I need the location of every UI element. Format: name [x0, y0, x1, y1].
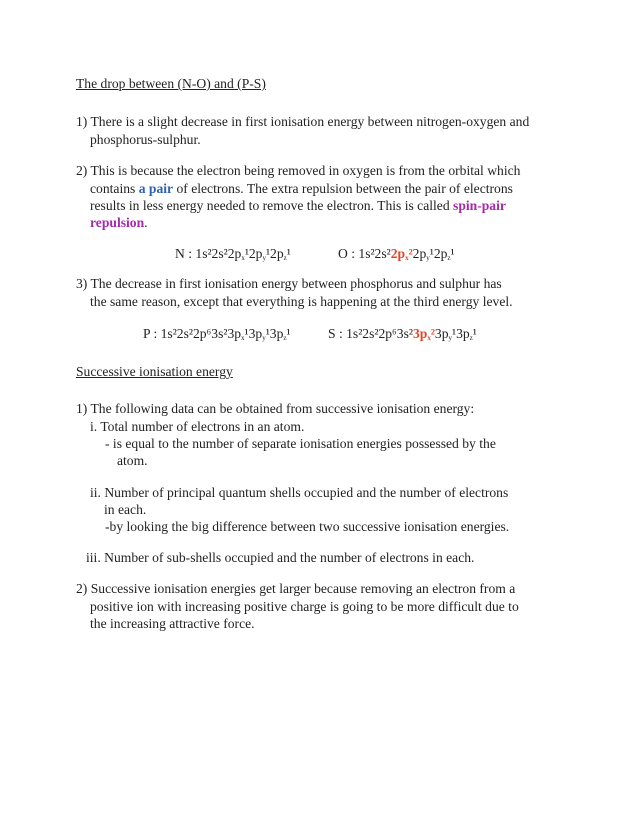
list-item-i: i. Total number of electrons in an atom. [90, 419, 305, 434]
text: 2p [412, 246, 427, 261]
text: y [426, 254, 430, 262]
text: x [405, 254, 409, 262]
para-1-line-2: phosphorus-sulphur. [90, 132, 201, 147]
text: 3p [434, 326, 449, 341]
text: ¹ [472, 326, 477, 341]
text: ² [408, 246, 413, 261]
text: z [469, 334, 473, 342]
para-1-line-1: 1) There is a slight decrease in first ionisation energy between nitrogen-oxygen and [76, 114, 530, 129]
text: ² [430, 326, 435, 341]
para-2-line-1: 2) This is because the electron being removed in oxygen is from the orbital which [76, 163, 521, 178]
text: . [144, 215, 148, 230]
para-3-line-2: the same reason, except that everything is happening at the third energy level. [90, 294, 513, 309]
para-2-line-4 [90, 214, 148, 231]
text: ¹3p [265, 326, 284, 341]
text: P : 1s²2s²2p⁶3s²3p [143, 326, 242, 341]
config-oxygen [338, 245, 455, 267]
text: S : 1s²2s²2p⁶3s² [328, 326, 413, 341]
text: ¹2p [429, 246, 448, 261]
text: of electrons. The extra repulsion between the pair of electrons [173, 181, 513, 196]
para-3-line-1: 3) The decrease in first ionisation energy between phosphorus and sulphur has [76, 276, 502, 291]
text: z [283, 334, 287, 342]
text: 2p [390, 246, 406, 261]
text: z [447, 254, 451, 262]
text: ¹3p [244, 326, 263, 341]
text: 3p [412, 326, 428, 341]
text: x [241, 334, 245, 342]
list-item-i-detail-2: atom. [117, 453, 148, 468]
text: ¹ [450, 246, 455, 261]
text: ¹2p [265, 246, 284, 261]
highlight-3px [413, 326, 435, 341]
text: y [448, 334, 452, 342]
successive-para-1-line-1: 1) The following data can be obtained from successive ionisation energy: [76, 401, 475, 416]
para-2-line-2 [90, 180, 513, 197]
text: z [283, 254, 287, 262]
text: x [427, 334, 431, 342]
section-title-drop: The drop between (N-O) and (P-S) [76, 76, 266, 91]
text: N : 1s²2s²2p [175, 246, 242, 261]
text: y [262, 334, 266, 342]
para-2-line-3 [90, 197, 506, 214]
list-item-i-detail-1: - is equal to the number of separate ionisation energies possessed by the [105, 436, 496, 451]
config-sulphur [328, 325, 477, 347]
text: x [241, 254, 245, 262]
successive-para-2-line-2: positive ion with increasing positive charge is going to be more difficult due to [90, 599, 519, 614]
text: ¹3p [452, 326, 470, 341]
list-item-ii-line-1: ii. Number of principal quantum shells occupied and the number of electrons [90, 485, 509, 500]
text: ¹ [286, 326, 291, 341]
list-item-iii: iii. Number of sub-shells occupied and the number of electrons in each. [86, 550, 475, 565]
highlight-spin-pair: spin-pair [453, 198, 506, 213]
list-item-ii-detail: -by looking the big difference between two successive ionisation energies. [105, 519, 510, 534]
text: ¹2p [244, 246, 263, 261]
config-phosphorus [143, 325, 291, 347]
highlight-2px [391, 246, 413, 261]
text: contains [90, 181, 139, 196]
successive-para-2-line-1: 2) Successive ionisation energies get larger because removing an electron from a [76, 581, 516, 596]
text: O : 1s²2s² [338, 246, 391, 261]
highlight-a-pair: a pair [138, 181, 174, 196]
section-title-successive: Successive ionisation energy [76, 364, 233, 379]
highlight-repulsion: repulsion [90, 215, 145, 230]
list-item-ii-line-2: in each. [104, 502, 147, 517]
successive-para-2-line-3: the increasing attractive force. [90, 616, 255, 631]
config-nitrogen [175, 245, 291, 267]
text: results in less energy needed to remove the electron. This is called [90, 198, 454, 213]
text: y [262, 254, 266, 262]
text: ¹ [286, 246, 291, 261]
